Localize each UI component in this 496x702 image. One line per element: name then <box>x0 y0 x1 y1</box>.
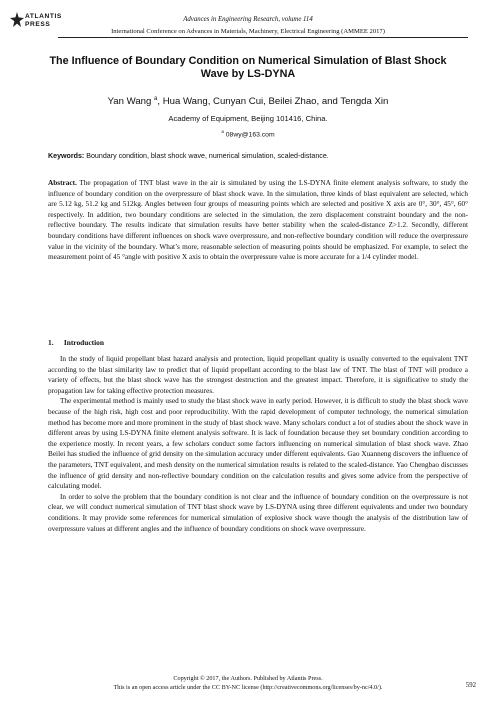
author-email[interactable]: 08wy@163.com <box>225 131 275 139</box>
abstract-label: Abstract. <box>48 179 77 187</box>
copyright-notice: Copyright © 2017, the Authors. Published by Atlantis Press. <box>173 675 323 682</box>
author-separator: , <box>157 96 163 108</box>
author-separator: , <box>207 96 214 108</box>
body-paragraph: In the study of liquid propellant blast hazard analysis and protection, liquid propellant quality is usually converted to the equivalent TNT according to the blast similarity law to predict that of liquid propellant according to the blast law of TNT. The blast of TNT will produce a variety of effects, but the blast shock wave has the strongest destruction and the greatest impact. Therefore, it is significative to study the propagation law for taking effective protection measures. <box>48 355 468 395</box>
body-paragraph: In order to solve the problem that the boundary condition is not clear and the influence of boundary condition on the overpressure is not clear, we will conduct numerical simulation of TNT blast shock wave by LS-DYNA using three different equivalents and under two boundary conditions. It may provide some references for numerical simulation of explosive shock wave though the analysis of the distribution law of overpressure values at different angles and the influence of boundary conditions on shock wave overpressure. <box>48 492 468 533</box>
logo-text-line2: PRESS <box>25 21 51 28</box>
affiliation: Academy of Equipment, Beijing 101416, China. <box>168 114 328 123</box>
author-email-line <box>0 129 496 138</box>
header-divider <box>58 37 468 38</box>
section-number: 1. <box>48 338 54 347</box>
email-mark: a <box>221 129 224 134</box>
keywords-label: Keywords: <box>48 152 85 160</box>
body-paragraph: The experimental method is mainly used to study the blast shock wave in early period. However, it is difficult to study the blast shock wave because of the high risk, high cost and poor reproducibility. With the rapid development of computer technology, the numerical simulation method has become more and more prominent in the study of blast shock wave. Many scholars conduct a lot of studies about the shock wave in different areas by using LS-DYNA finite element analysis software. It is lack of foundation because they set boundary condition according to the experience mostly. In recent years, a few scholars conduct some factors influencing on numerical simulation of blast shock wave. Zhao Beilei has studied the influence of grid density on the simulation accuracy under different equivalents. Gao Xuanneng discovers the influence of the parameters, TNT equivalent, and mesh density on the numerical simulation results is related to the scaled-distance. Yao Chengbao discusses the influence of grid density and non-reflective boundary condition on the calculation results and gives some advice from the perspective of calculating model. <box>48 397 468 491</box>
section-heading <box>48 338 104 347</box>
author-name: Beilei Zhao <box>268 96 317 108</box>
license-notice: This is an open access article under the CC BY-NC license (http://creativecommons.org/licenses/by-nc/4.0/). <box>113 684 383 691</box>
introduction-body <box>48 354 468 534</box>
logo-text-line1: ATLANTIS <box>25 13 62 20</box>
author-name: Tengda Xin <box>340 96 389 108</box>
author-name: Cunyan Cui <box>213 96 264 108</box>
paper-title: The Influence of Boundary Condition on Numerical Simulation of Blast Shock Wave by LS-DYNA <box>49 55 447 80</box>
section-title: Introduction <box>63 338 104 347</box>
keywords-text: Boundary condition, blast shock wave, numerical simulation, scaled-distance. <box>86 152 329 160</box>
abstract <box>48 178 468 263</box>
keywords <box>48 152 468 160</box>
author-name: Hua Wang <box>162 96 208 108</box>
page-number: 592 <box>465 682 476 689</box>
abstract-text: The propagation of TNT blast wave in the air is simulated by using the LS-DYNA finite element analysis software, to study the influence of boundary condition on the overpressure of blast shock wave. In the simulation, three kinds of blast equivalent are selected, which are 5.12 kg, 51.2 kg and 512kg. Angles between four groups of measuring points which are selected and positive X axis are 0°, 30°, 45°, 60° respectively. In addition, two boundary conditions are selected in the simulation, the zero displacement constraint boundary and the non-reflective boundary. The results indicate that simulation results have better stability when the scaled-distance Z>1.2. Secondly, different boundary conditions have different influences on shock wave overpressure, and non-reflective boundary condition will reduce the overpressure value in the vicinity of the boundary. What’s more, reasonable selection of measuring points should be emphasized. For example, to select the measurement point of 45 °angle with positive X axis to obtain the overpressure value is more accurate for a 1/4 cylinder model. <box>48 179 468 262</box>
author-list <box>0 96 496 107</box>
journal-header: Advances in Engineering Research, volume 114 <box>183 16 313 23</box>
author-name: Yan Wang <box>107 96 152 108</box>
author-separator: , and <box>316 96 341 108</box>
author-separator: , <box>263 96 269 108</box>
author-mark: a <box>154 96 158 102</box>
conference-header: International Conference on Advances in Materials, Machinery, Electrical Engineering (AMMEE 2017) <box>111 28 385 35</box>
